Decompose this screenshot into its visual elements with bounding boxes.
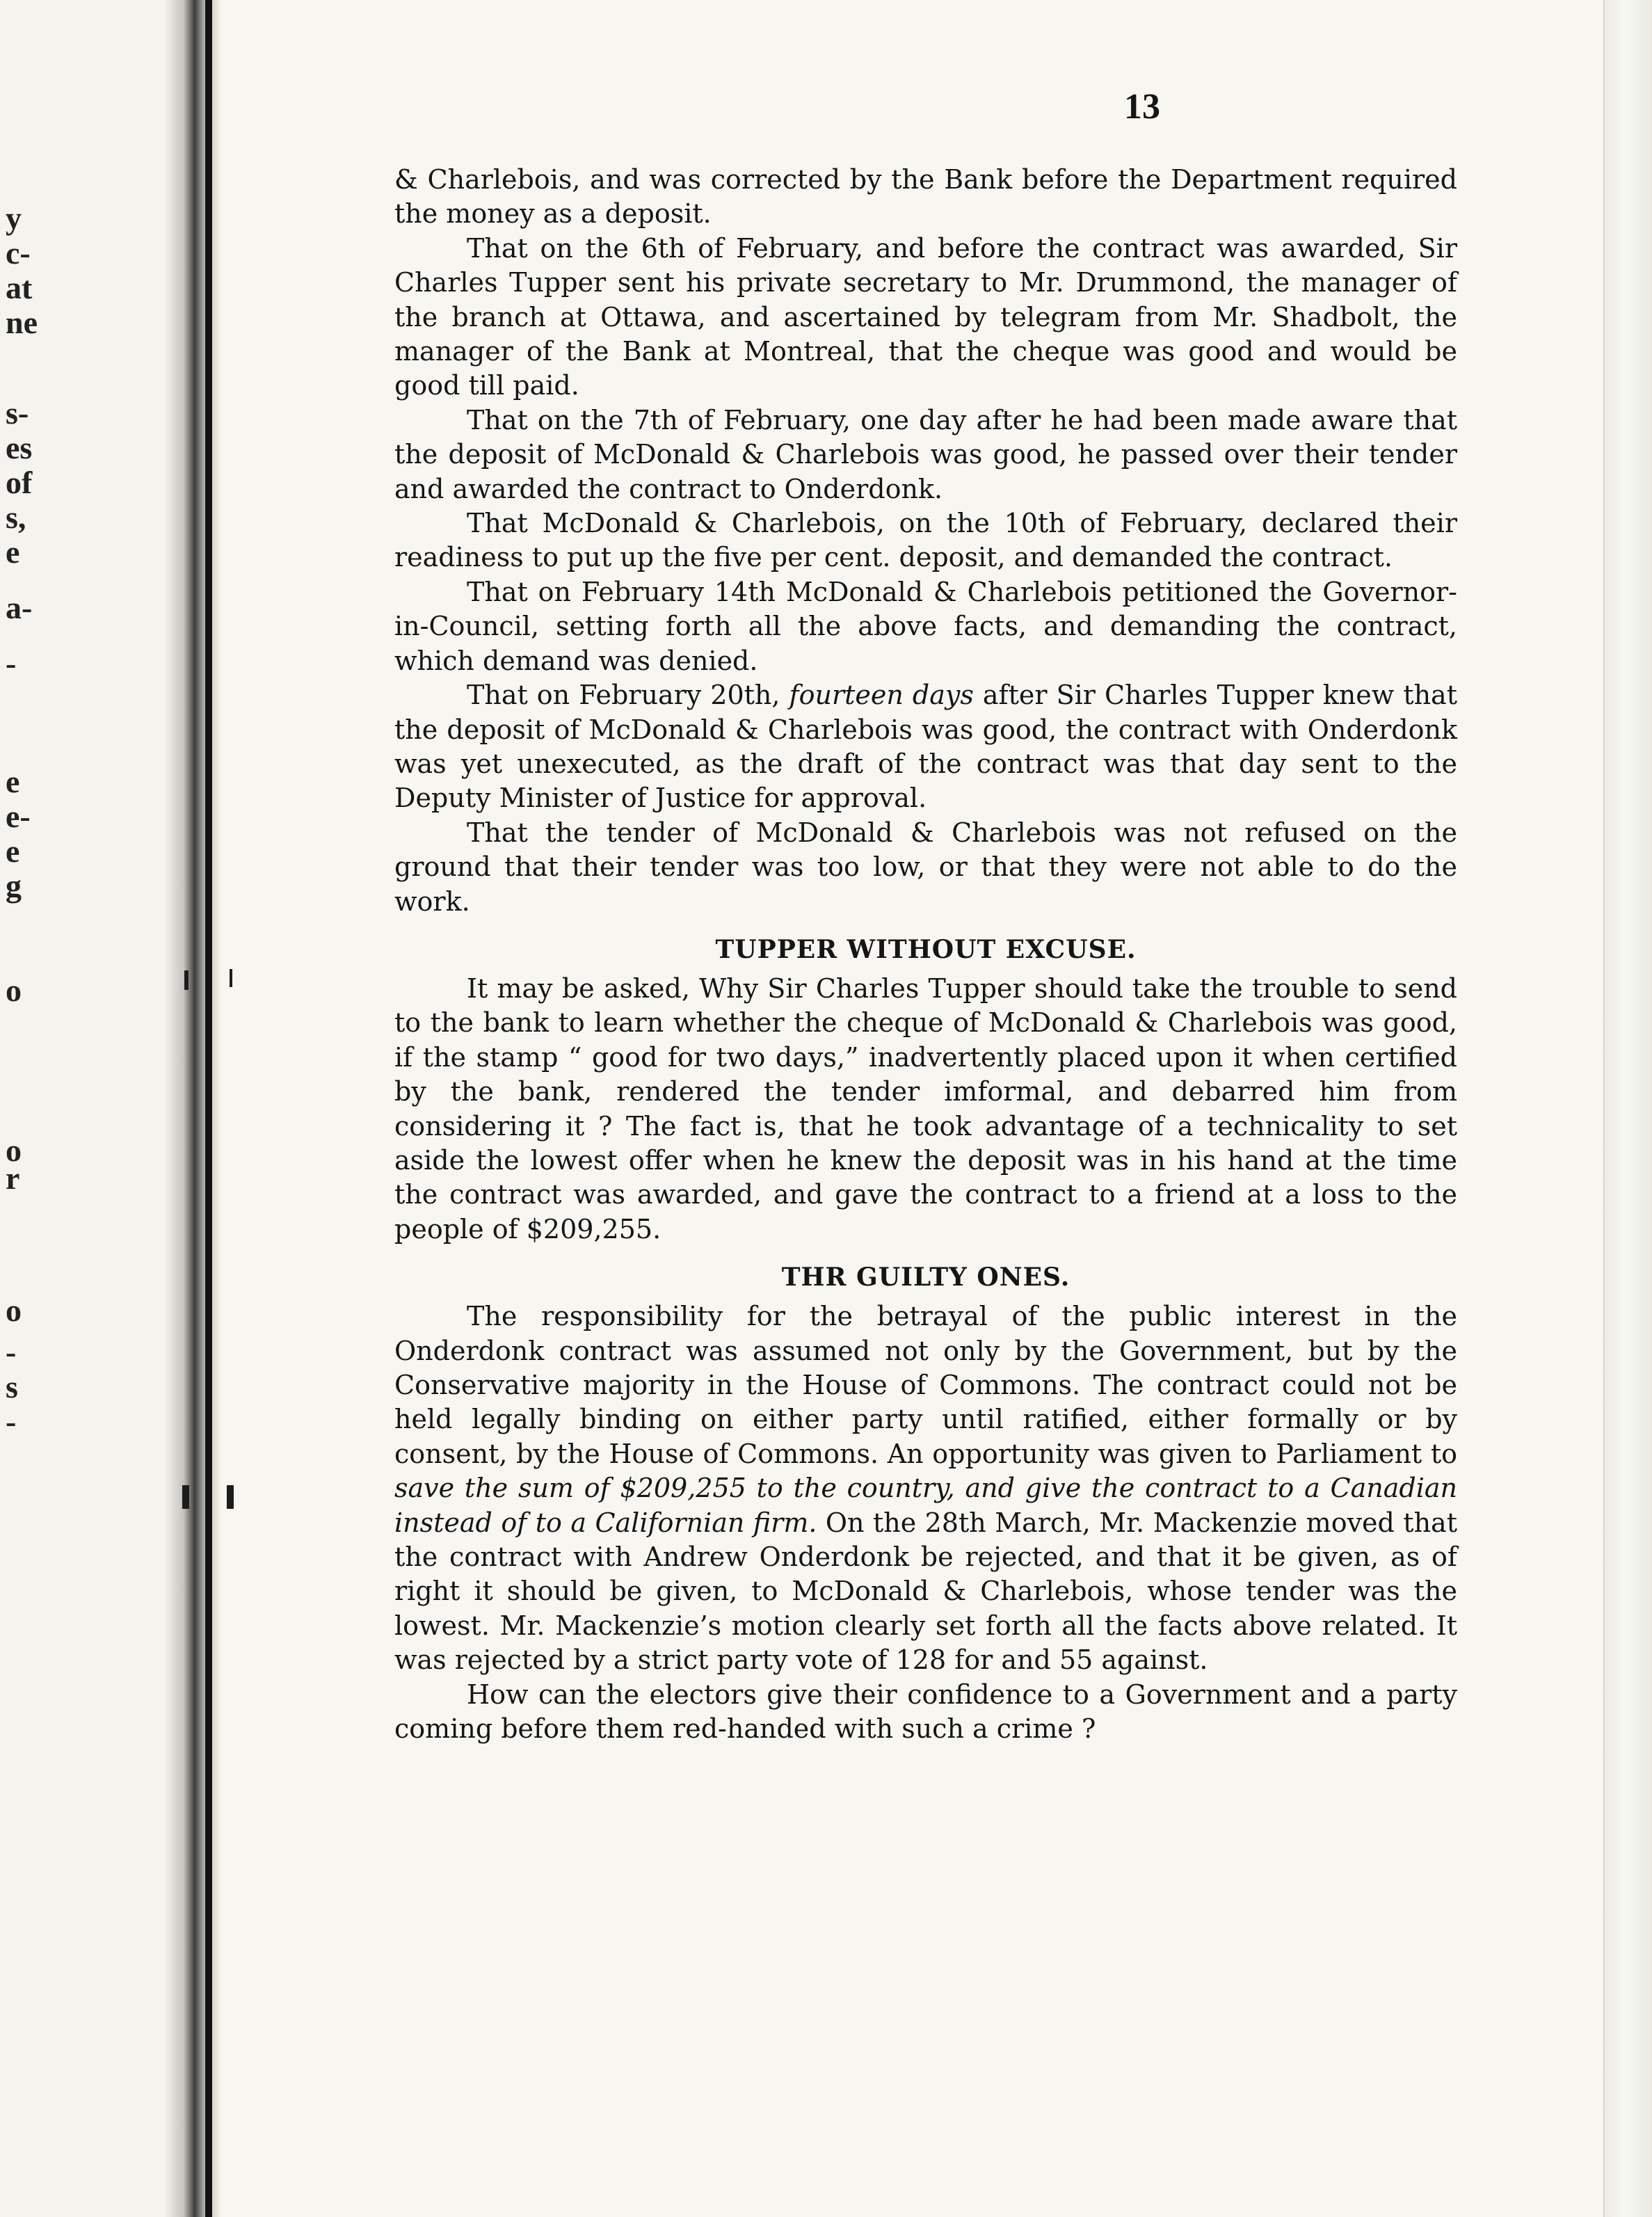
facing-page-fragment: es [6, 430, 33, 465]
gutter-mark [227, 1485, 234, 1509]
facing-page-fragment: o [6, 1292, 22, 1328]
facing-page-fragment: s- [6, 395, 29, 431]
facing-page-fragment: - [6, 1404, 17, 1439]
text-run: after Sir Charles Tupper knew that the deposit of McDonald & Charlebois was good, the contract with Onderdonk was yet unexecuted, as the draft of the contract was that day sent to the Deputy Minister of Justice for approval. [394, 680, 1457, 814]
facing-page-fragment: o [6, 973, 22, 1008]
text-run: On the 28th March, Mr. Mackenzie moved that the contract with Andrew Onderdonk be rejected, and that it be given, as of right it should be given, to McDonald & Charlebois, whose tender was the lowest. Mr. Mackenzie’s motion clearly set forth all the facts above related. It was rejected by a strict party vote of 128 for and 55 against. [394, 1507, 1457, 1676]
paragraph [394, 678, 1457, 816]
facing-page-fragment: e [6, 534, 20, 570]
facing-page-fragment: of [6, 465, 33, 500]
paragraph: & Charlebois, and was corrected by the Bank before the Department required the money as a deposit. [394, 164, 1457, 230]
emphasis-text: save the sum of $209,255 to the country, and give the contract to a Canadian instead of to a Californian firm. [394, 1473, 1457, 1538]
paragraph: How can the electors give their confidence to a Government and a party coming before them red-handed with such a crime ? [394, 1679, 1457, 1745]
paragraph: It may be asked, Why Sir Charles Tupper should take the trouble to send to the bank to learn whether the cheque of McDonald & Charlebois was good, if the stamp “ good for two days,” inadvertently placed upon it when certified by the bank, rendered the tender imformal, and debarred him from considering it ? The fact is, that he took advantage of a technicality to set aside the lowest offer when he knew the deposit was in his hand at the time the contract was awarded, and gave the contract to a friend at a loss to the people of $209,255. [394, 973, 1457, 1244]
facing-page-fragment: at [6, 270, 33, 305]
facing-page-fragment: s [6, 1369, 18, 1404]
paragraph [394, 1299, 1457, 1677]
paragraph: That the tender of McDonald & Charlebois was not refused on the ground that their tender was too low, or that they were not able to do the work. [394, 817, 1457, 917]
facing-page-fragment: r [6, 1160, 20, 1196]
page-edge [1603, 0, 1652, 2217]
emphasis-text: fourteen days [789, 680, 974, 711]
facing-page-fragment: e- [6, 799, 31, 834]
paragraph: That McDonald & Charlebois, on the 10th of February, declared their readiness to put up the five per cent. deposit, and demanded the contract. [394, 508, 1457, 573]
facing-page-fragment: g [6, 868, 22, 904]
text-run: That on February 20th, [467, 680, 789, 711]
gutter-mark [182, 1485, 189, 1509]
gutter-mark [230, 969, 232, 987]
facing-page-fragment: e [6, 833, 20, 869]
facing-page-fragment: o [6, 1132, 22, 1168]
section-heading: THR GUILTY ONES. [781, 1263, 1070, 1292]
facing-page-fragment: s, [6, 499, 26, 535]
facing-page-fragment: a- [6, 590, 33, 625]
facing-page-fragment: - [6, 1334, 17, 1370]
gutter-mark [184, 970, 189, 990]
facing-page-fragment: - [6, 646, 17, 681]
text-run: The responsibility for the betrayal of the public interest in the Onderdonk contract was assumed not only by the Government, but by the Conservative majority in the House of Commons. The contract could not be held legally binding on either party until ratified, either formally or by consent, by the House of Commons. An opportunity was given to Parliament to [394, 1301, 1457, 1469]
facing-page-fragment: c- [6, 235, 31, 271]
facing-page-fragment: ne [6, 305, 38, 340]
paragraph: That on the 6th of February, and before the contract was awarded, Sir Charles Tupper sent his private secretary to Mr. Drummond, the manager of the branch at Ottawa, and ascertained by telegram from Mr. Shadbolt, the manager of the Bank at Montreal, that the cheque was good and would be good till paid. [394, 232, 1457, 401]
body-text [394, 163, 1457, 1746]
paragraph: That on the 7th of February, one day after he had been made aware that the deposit of McDonald & Charlebois was good, he passed over their tender and awarded the contract to Onderdonk. [394, 404, 1457, 504]
binding-line [205, 0, 212, 2217]
facing-page-fragment: y [6, 200, 22, 236]
paragraph: That on February 14th McDonald & Charlebois petitioned the Governor-in-Council, setting forth all the above facts, and demanding the contract, which demand was denied. [394, 576, 1457, 676]
page-number: 13 [1124, 87, 1160, 127]
facing-page-fragment: e [6, 764, 20, 799]
section-heading: TUPPER WITHOUT EXCUSE. [715, 934, 1137, 964]
